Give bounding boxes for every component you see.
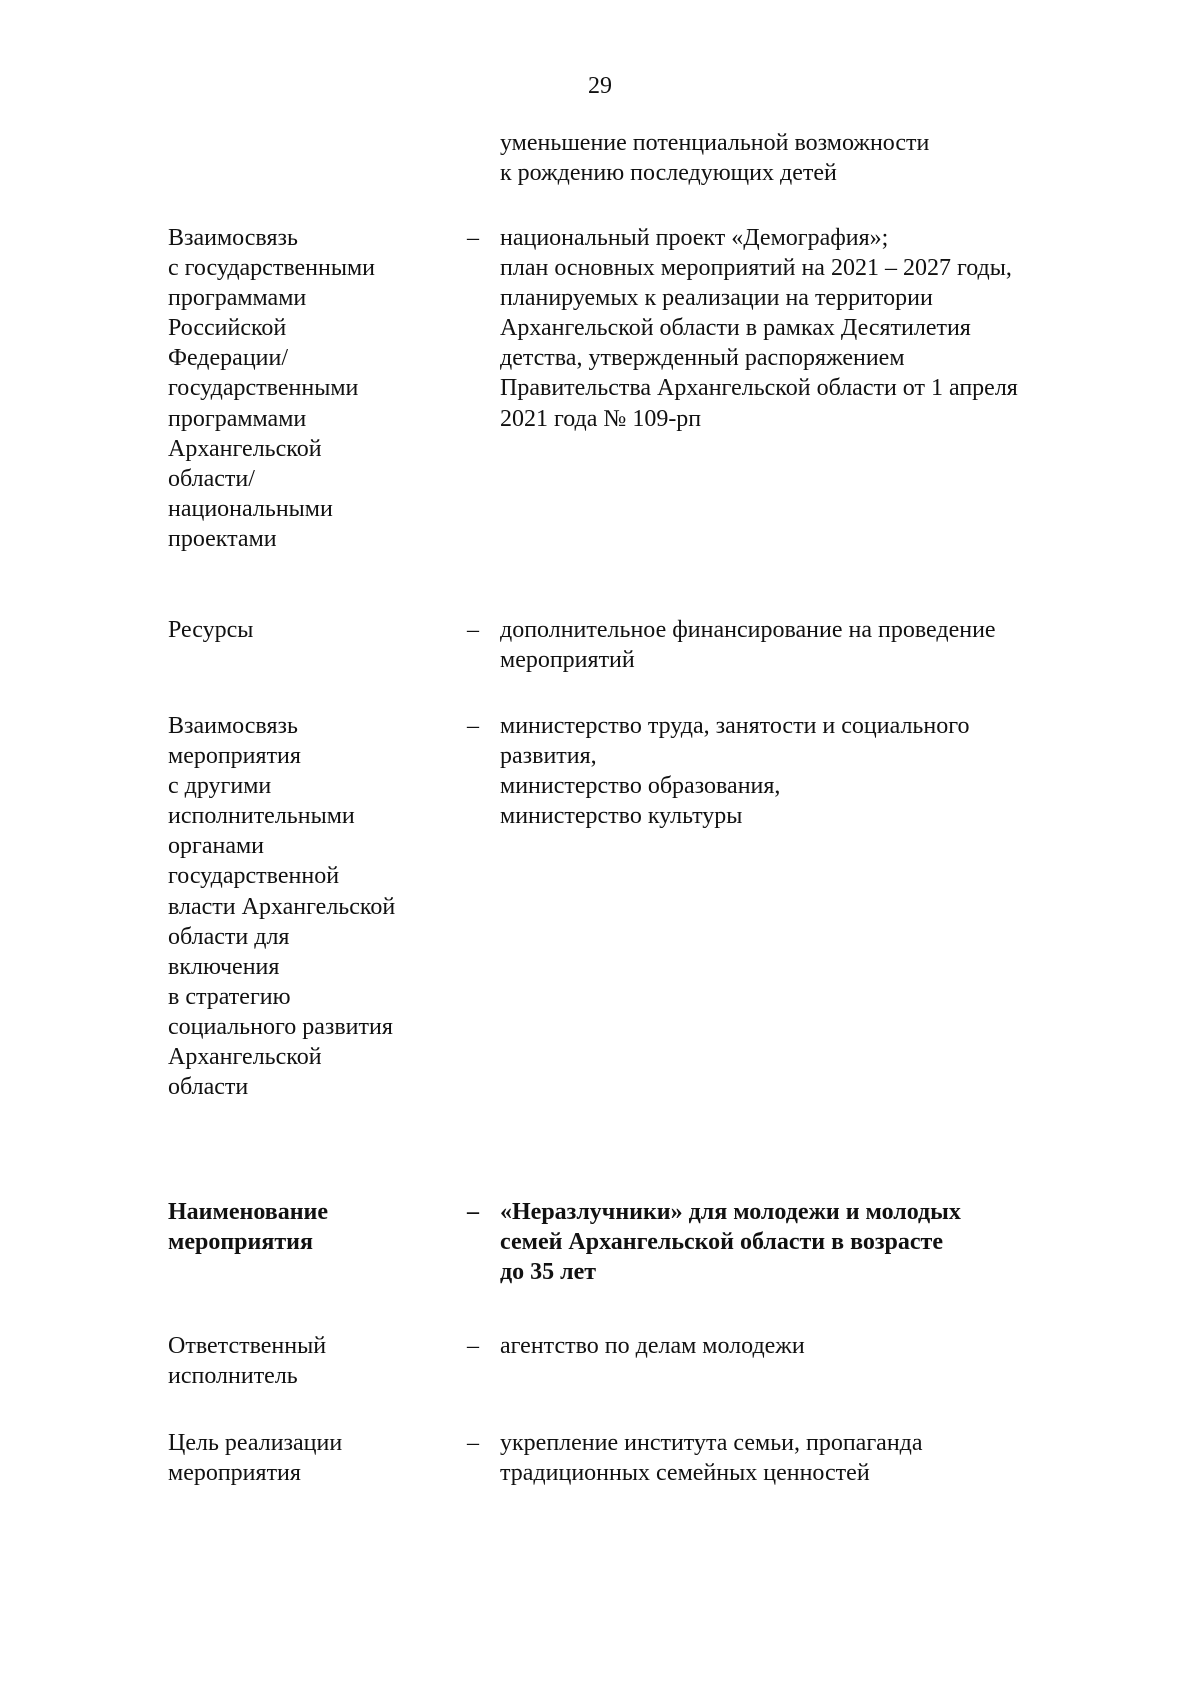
label-line: Архангельской	[168, 435, 322, 462]
label-line: в стратегию	[168, 983, 291, 1010]
entry-label-event-name	[168, 1197, 458, 1257]
entry-label-responsible	[168, 1331, 458, 1391]
entry-value-responsible	[500, 1331, 1140, 1361]
value-line: до 35 лет	[500, 1259, 597, 1286]
value-line: 2021 года № 109-рп	[500, 405, 702, 432]
label-line: Ресурсы	[168, 617, 254, 643]
entry-dash: –	[467, 713, 479, 739]
value-line: семей Архангельской области в возрасте	[500, 1229, 943, 1256]
entry-value-goal	[500, 1428, 1140, 1488]
value-line: укрепление института семьи, пропаганда	[500, 1430, 923, 1456]
entry-label-programs-link	[168, 223, 458, 554]
value-line: Архангельской области в рамках Десятилетия	[500, 315, 971, 342]
value-line: детства, утвержденный распоряжением	[500, 345, 905, 372]
label-line: проектами	[168, 525, 277, 552]
label-line: программами	[168, 285, 307, 312]
label-line: Ответственный	[168, 1333, 327, 1359]
label-line: программами	[168, 405, 307, 432]
label-line: мероприятия	[168, 743, 301, 770]
entry-label-authorities-link	[168, 711, 458, 1102]
entry-value-event-name	[500, 1197, 1140, 1287]
label-line: Цель реализации	[168, 1430, 343, 1456]
label-line: Российской	[168, 315, 287, 342]
label-line: включения	[168, 953, 280, 980]
value-line: министерство культуры	[500, 803, 743, 830]
continuation-line: к рождению последующих детей	[500, 160, 837, 187]
continuation-line: уменьшение потенциальной возможности	[500, 130, 930, 156]
label-line: области для	[168, 923, 290, 950]
value-line: мероприятий	[500, 647, 635, 674]
value-line: министерство образования,	[500, 773, 781, 800]
value-line: планируемых к реализации на территории	[500, 285, 933, 312]
entry-label-goal	[168, 1428, 458, 1488]
label-line: Федерации/	[168, 345, 289, 372]
label-line: с государственными	[168, 255, 376, 282]
entry-dash: –	[467, 1199, 479, 1225]
label-line: национальными	[168, 495, 333, 522]
value-line: развития,	[500, 743, 597, 770]
label-line: органами	[168, 833, 265, 860]
label-line: области	[168, 1074, 249, 1101]
label-line: исполнитель	[168, 1363, 298, 1390]
value-line: национальный проект «Демография»;	[500, 225, 889, 251]
entry-dash: –	[467, 225, 479, 251]
entry-label-resources	[168, 615, 458, 645]
label-line: социального развития	[168, 1013, 393, 1040]
label-line: мероприятия	[168, 1460, 301, 1487]
entry-dash: –	[467, 1333, 479, 1359]
value-line: план основных мероприятий на 2021 – 2027 годы,	[500, 255, 1012, 282]
value-line: министерство труда, занятости и социального	[500, 713, 970, 739]
label-line: с другими	[168, 773, 272, 800]
value-line: «Неразлучники» для молодежи и молодых	[500, 1199, 961, 1225]
entry-value-authorities-link	[500, 711, 1140, 831]
entry-value-programs-link	[500, 223, 1140, 434]
label-line: исполнительными	[168, 803, 355, 830]
label-line: Наименование	[168, 1199, 328, 1225]
label-line: государственными	[168, 375, 359, 402]
continuation-text	[500, 128, 1140, 188]
label-line: Архангельской	[168, 1044, 322, 1071]
label-line: государственной	[168, 863, 340, 890]
label-line: области/	[168, 465, 255, 492]
entry-dash: –	[467, 1430, 479, 1456]
value-line: Правительства Архангельской области от 1 апреля	[500, 375, 1018, 402]
page-number: 29	[588, 73, 612, 99]
value-line: агентство по делам молодежи	[500, 1333, 805, 1359]
value-line: традиционных семейных ценностей	[500, 1460, 870, 1487]
label-line: Взаимосвязь	[168, 713, 298, 739]
value-line: дополнительное финансирование на проведение	[500, 617, 996, 643]
label-line: власти Архангельской	[168, 893, 396, 920]
label-line: мероприятия	[168, 1229, 313, 1256]
entry-dash: –	[467, 617, 479, 643]
entry-value-resources	[500, 615, 1140, 675]
label-line: Взаимосвязь	[168, 225, 298, 251]
